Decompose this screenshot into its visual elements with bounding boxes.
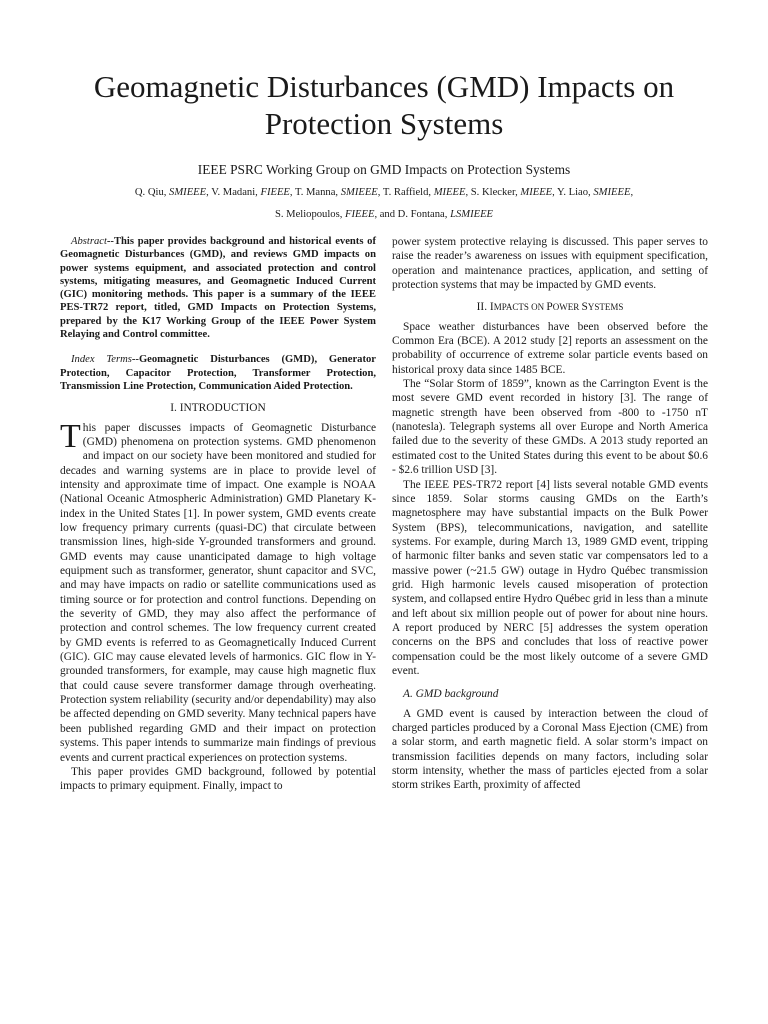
gmd-background-paragraph: A GMD event is caused by interaction between the cloud of charged particles produced by a Coronal Mass Ejection (CME) from a solar storm, and earth magnetic field. A solar storm’s impact on transmission facilities depends on many factors, including solar storm intensity, whether the mass of particles ejected from a solar storm strikes Earth, proximity of affected: [392, 707, 708, 792]
section-heading-impacts: II. IMPACTS ON POWER SYSTEMS: [476, 301, 624, 314]
author-list: [60, 182, 708, 226]
author-line-2: S. Meliopoulos, FIEEE, and D. Fontana, LSMIEEE: [274, 209, 494, 220]
abstract: Abstract--This paper provides background and historical events of Geomagnetic Disturbances (GMD), and reviews GMD impacts on power systems equipment, and associated protection and control systems, mitigating measures, and Geomagnetic Induced Current (GIC) monitoring methods. This paper is a summary of the IEEE PES-TR72 report, titled, GMD Impacts on Protection Systems, prepared by the K17 Working Group of the IEEE Power System Relaying and Control committee.: [60, 236, 376, 341]
intro-paragraph-continued: power system protective relaying is discussed. This paper serves to raise the reader’s awareness on issues with equipment specification, operation and maintenance practices, application, and setting of protection systems that may be impacted by GMD events.: [392, 236, 708, 292]
intro-paragraph-1: This paper discusses impacts of Geomagnetic Disturbance (GMD) phenomena on protection systems. GMD phenomenon and impact on our society have been monitored and studied for decades and warning systems are in place to provide level of intensity and approximate time of impact. One example is NOAA (National Oceanic Atmospheric Administration) GMD Planetary K-index in the United States [1]. In power system, GMD events create low frequency primary currents (quasi-DC) that circulate between transmission lines, high-side Y-grounded transformers and ground. GMD events may cause unanticipated damage to high voltage equipment such as transformer, generator, shunt capacitor and SVC, and may have impacts on radio or satellite communications used as timing source or for protection and control functions. Depending on the severity of GMD, they may also affect the performance of protection and control schemes. The low frequency current created by GMD events is referred to as Geomagnetically Induced Current (GIC). GIC may cause elevated levels of harmonics. GIC flow in Y-grounded transformers, for example, may cause high magnetic flux that could cause severe transformer damage through overheating. Protection system reliability (security and/or dependability) may also be affected depending on GMD severity. Many technical papers have been published regarding GMD and their impact on protection systems. This paper intends to summarize main findings of previous events and current practical experiences on protection systems.: [60, 417, 376, 764]
left-column: [60, 235, 376, 794]
author-line-1: Q. Qiu, SMIEEE, V. Madani, FIEEE, T. Manna, SMIEEE, T. Raffield, MIEEE, S. Klecker, MIEEE, Y. Liao, SMIEEE,: [134, 187, 634, 198]
impacts-paragraph-3: The IEEE PES-TR72 report [4] lists several notable GMD events since 1859. Solar storms causing GMDs on the Earth’s magnetosphere may have substantial impacts on the Bulk Power System (BPS), telecommunications, navigation, and satellite systems. For example, during March 13, 1989 GMD event, tripping of harmonic filter banks and seven static var compensators led to a massive power (~21.5 GW) outage in Hydro Québec transmission grid. High harmonic levels caused misoperation of protection system, and collapsed entire Hydro Québec grid in less than a minute and left about six million people out of power for about nine hours. A report produced by NERC [5] addresses the system operation concerns on the BPS and concludes that loss of reactive power compensation could be the most likely outcome of a severe GMD event.: [392, 478, 708, 677]
two-column-body: [60, 235, 708, 794]
paper-title: Geomagnetic Disturbances (GMD) Impacts on Protection Systems: [93, 69, 675, 141]
working-group: IEEE PSRC Working Group on GMD Impacts on Protection Systems: [197, 162, 571, 177]
impacts-paragraph-2: The “Solar Storm of 1859”, known as the Carrington Event is the most severe GMD event recorded in history [3]. The range of magnetic strength have been observed from -800 to -1750 nT (nanotesla). Telegraph systems all over Europe and North America failed due to the severity of these GMDs. A 2013 study reported an estimated cost to the United States during this event to be about $0.6 - $2.6 trillion USD [3].: [392, 378, 708, 477]
intro-paragraph-2: This paper provides GMD background, followed by potential impacts to primary equipment. Finally, impact to: [60, 765, 376, 793]
section-heading-introduction: I. INTRODUCTION: [170, 402, 266, 415]
impacts-paragraph-1: Space weather disturbances have been observed before the Common Era (BCE). A 2012 study [2] reports an assessment on the probability of occurrence of extreme solar particle events based on historical proxy data since 1485 BCE.: [392, 320, 708, 376]
right-column: [392, 235, 708, 794]
index-terms: Index Terms--Geomagnetic Disturbances (GMD), Generator Protection, Capacitor Protection, Transformer Protection, Transmission Line Protection, Communication Aided Protection.: [60, 354, 376, 392]
drop-cap: T: [60, 417, 81, 455]
subsection-heading-gmd-background: A. GMD background: [403, 688, 499, 701]
